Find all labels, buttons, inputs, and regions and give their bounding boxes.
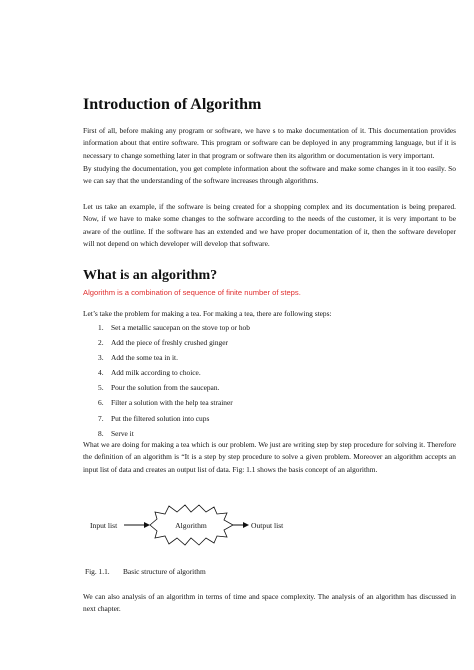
step-text: Filter a solution with the help tea strainer <box>111 398 233 408</box>
step-number: 3. <box>98 353 104 363</box>
step-text: Add the piece of freshly crushed ginger <box>111 338 228 348</box>
step-number: 5. <box>98 383 104 393</box>
list-item <box>83 337 250 352</box>
step-number: 7. <box>98 413 104 423</box>
definition-text: Algorithm is a combination of sequence of finite number of steps. <box>83 288 301 297</box>
algorithm-diagram <box>88 504 328 546</box>
step-text: Pour the solution from the saucepan. <box>111 383 220 393</box>
list-item <box>83 322 250 337</box>
figure-number: Fig. 1.1. <box>85 567 110 576</box>
figure-caption-text: Basic structure of algorithm <box>123 567 206 576</box>
paragraph-example: Let us take an example, if the software is being created for a shopping complex and its documentation is being prepared. Now, if we have to make some changes to the software according to the needs of the customer, it is very important to be aware of the outline. If the software has an extended and we have proper documentation of it, then the software developer will not depend on which developer will develop that software. <box>83 202 456 249</box>
step-number: 2. <box>98 338 104 348</box>
step-text: Add milk according to choice. <box>111 368 201 378</box>
paragraph-explanation: What we are doing for making a tea which is our problem. We just are writing step by step procedure for solving it. Therefore the definition of an algorithm is “It is a step by step procedure to solve a given problem. Moreover an algorithm accepts an input list of data and creates an output list of data. Fig: 1.1 shows the basis concept of an algorithm. <box>83 440 456 474</box>
example-intro: Let’s take the problem for making a tea. For making a tea, there are following steps: <box>83 309 332 318</box>
step-number: 4. <box>98 368 104 378</box>
step-number: 6. <box>98 398 104 408</box>
paragraph-studying: By studying the documentation, you get complete information about the software and make some changes in it too easily. So we can say that the understanding of the software increases through algorithms. <box>83 164 456 186</box>
section-heading: What is an algorithm? <box>83 268 218 283</box>
step-number: 8. <box>98 428 104 438</box>
page-title: Introduction of Algorithm <box>83 96 262 113</box>
output-arrowhead <box>243 522 249 528</box>
paragraph-closing: We can also analysis of an algorithm in terms of time and space complexity. The analysis of an algorithm has discussed in next chapter. <box>83 592 456 614</box>
step-text: Put the filtered solution into cups <box>111 413 210 423</box>
list-item <box>83 352 250 367</box>
input-list-label: Input list <box>90 521 118 530</box>
step-text: Serve it <box>111 428 134 438</box>
step-text: Add the some tea in it. <box>111 353 178 363</box>
algorithm-label: Algorithm <box>175 521 207 530</box>
output-list-label: Output list <box>251 521 284 530</box>
steps-list <box>83 322 250 443</box>
step-text: Set a metallic saucepan on the stove top or hob <box>111 323 250 332</box>
list-item <box>83 413 250 428</box>
list-item <box>83 382 250 397</box>
figure-caption <box>85 567 206 576</box>
list-item <box>83 397 250 412</box>
list-item <box>83 367 250 382</box>
paragraph-documentation: First of all, before making any program or software, we have s to make documentation of it. This documentation provides information about that entire software. This program or software can be deployed in any programming language, but if it is necessary to change something later in that program or software then its algorithm or documentation is very important. <box>83 126 456 160</box>
input-arrowhead <box>144 522 150 528</box>
step-number: 1. <box>98 323 104 332</box>
